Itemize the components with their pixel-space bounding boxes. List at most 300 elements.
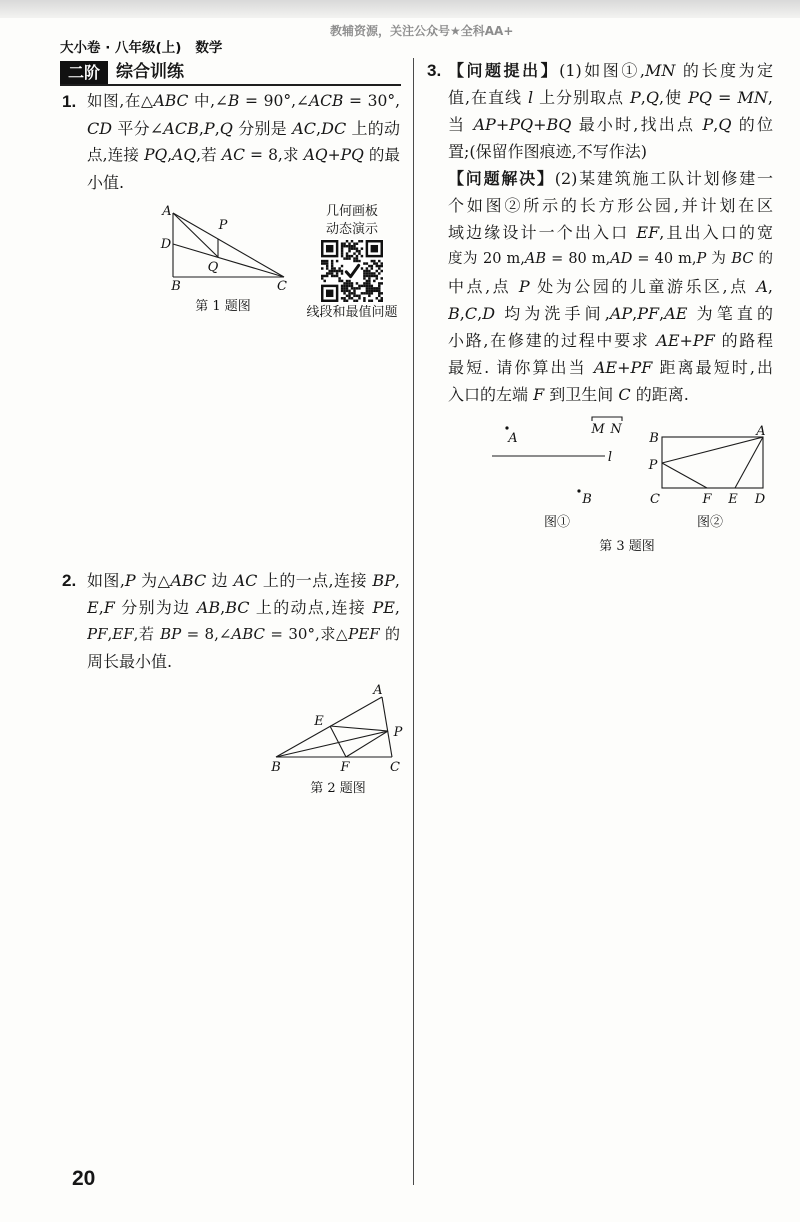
qr-module [358,295,360,297]
qr-module [321,262,323,264]
qr-module [341,252,343,254]
label-p: P [648,458,658,473]
problem-2-line: 周长最小值. [87,652,173,671]
qr-module [368,300,370,302]
qr-module [356,260,358,262]
qr-module [331,262,333,264]
problem-3-line [448,165,773,192]
section-heading [60,61,401,86]
qr-module [346,257,348,259]
qr-module [378,272,380,274]
qr-module [326,272,328,274]
page-number: 20 [72,1167,96,1190]
qr-module [346,285,348,287]
qr-module [361,267,363,269]
part-1-first-line: (1)如图①,MN 的长度为定 [559,61,773,80]
qr-module [368,290,370,292]
qr-module [343,282,345,284]
figure-3-1 [492,417,622,530]
problem-1-number: 1. [62,92,77,111]
qr-module [353,242,355,244]
problem-3-line [448,57,773,84]
figure-3-2 [648,424,766,530]
qr-module [351,287,353,289]
figure-1-caption: 第 1 题图 [195,299,251,314]
qr-module [323,280,325,282]
qr-module [348,245,350,247]
qr-module [378,290,380,292]
qr-module [358,252,360,254]
problem-1-line: 如图,在△ABC 中,∠B = 90°,∠ACB = 30°, [87,92,400,110]
book-title: 大小卷 · 八年级(上) [60,40,182,56]
qr-module [331,272,333,274]
qr-module [341,280,343,282]
problem-1-text [87,88,400,196]
qr-module [353,257,355,259]
segment-fp [346,731,388,757]
qr-module [368,287,370,289]
qr-module [326,265,328,267]
qr-module [376,270,378,272]
qr-module [368,282,370,284]
qr-module [348,285,350,287]
qr-module [371,290,373,292]
figure-1 [160,204,287,314]
qr-module [351,245,353,247]
qr-module [366,267,368,269]
qr-module [373,287,375,289]
qr-module [328,272,330,274]
label-p: P [218,218,228,233]
qr-module [353,287,355,289]
qr-module [333,267,335,269]
qr-module [321,285,338,302]
qr-module [371,260,373,262]
qr-module [348,295,350,297]
qr-module [368,275,370,277]
qr-module [353,245,355,247]
qr-module [348,290,350,292]
qr-module [331,260,333,262]
qr-module [348,257,350,259]
problem-3-line: 域边缘设计一个出入口 EF,且出入口的宽 [448,223,773,242]
qr-module [356,247,358,249]
qr-module [351,255,353,257]
qr-module [363,272,365,274]
qr-block [306,203,397,320]
qr-module [371,287,373,289]
qr-module [371,272,373,274]
qr-code [320,239,384,303]
qr-module [353,290,355,292]
label-b: B [649,431,659,446]
park-rectangle [662,437,763,488]
qr-module [333,270,335,272]
qr-module [343,292,345,294]
qr-module [343,262,360,279]
qr-module [333,275,335,277]
qr-module [353,300,355,302]
label-a: A [508,431,518,446]
label-b: B [171,279,181,294]
label-e: E [314,714,324,729]
qr-module [356,250,358,252]
qr-module [366,272,368,274]
qr-module [368,295,370,297]
qr-module [378,295,380,297]
qr-module [366,290,368,292]
qr-module [323,262,325,264]
qr-module [378,267,380,269]
problem-3-line: 度为 20 m,AB = 80 m,AD = 40 m,P 为 BC 的 [448,251,773,267]
qr-module [378,260,380,262]
qr-module [373,272,375,274]
qr-module [353,260,355,262]
scan-top-edge [0,0,800,18]
problem-2-text [87,567,400,675]
qr-module [343,285,345,287]
problem-2-number: 2. [62,571,77,590]
qr-module [373,262,375,264]
qr-module [381,265,383,267]
segment-dc [173,244,284,277]
qr-module [321,260,323,262]
label-q: Q [207,260,219,275]
qr-module [361,240,363,242]
qr-module [346,300,348,302]
qr-module [366,282,368,284]
label-e: E [728,492,738,507]
qr-module [381,282,383,284]
point-b [577,489,580,492]
qr-module [336,275,338,277]
qr-module [363,262,365,264]
problem-3-line: 置;(保留作图痕迹,不写作法) [448,142,647,161]
qr-module [326,245,333,252]
qr-module [341,242,343,244]
qr-module [323,260,325,262]
qr-module [320,239,384,303]
qr-module [351,240,353,242]
qr-module [371,300,373,302]
qr-module [358,285,360,287]
figure-3-caption: 第 3 题图 [599,539,655,554]
qr-module [366,275,368,277]
qr-module [331,265,333,267]
label-d: D [754,492,766,507]
qr-module [326,290,333,297]
label-c: C [277,279,287,294]
qr-module [378,285,380,287]
qr-module [326,267,328,269]
qr-module [371,275,373,277]
qr-module [358,250,360,252]
qr-module [363,277,365,279]
problem-2-line: E,F 分别为边 AB,BC 上的动点,连接 PE, [87,598,400,617]
qr-module [371,245,378,252]
qr-module [381,262,383,264]
qr-module [356,257,358,259]
label-d: D [160,237,172,252]
qr-module [331,275,333,277]
qr-module [376,265,378,267]
qr-module [343,297,345,299]
qr-module [351,247,353,249]
qr-module [331,270,333,272]
segment-ac [173,213,284,277]
qr-module [341,270,343,272]
qr-module [363,275,365,277]
qr-module [381,277,383,279]
column-divider [413,58,414,1185]
label-a: A [162,204,172,219]
qr-module [356,282,358,284]
section-title: 综合训练 [116,62,184,82]
qr-module [348,282,350,284]
qr-module [378,287,380,289]
label-n: N [610,422,622,437]
qr-module [338,267,340,269]
qr-module [346,290,348,292]
qr-module [321,267,323,269]
label-f: F [340,760,350,775]
qr-module [341,245,343,247]
qr-module [378,292,380,294]
qr-module [368,270,370,272]
label-m: M [591,422,605,437]
qr-module [366,292,368,294]
problem-3-line: 个如图②所示的长方形公园,并计划在区 [448,196,773,215]
qr-module [368,277,370,279]
problem-3-line: 最短. 请你算出当 AE+PF 距离最短时,出 [448,358,773,377]
qr-module [346,295,348,297]
qr-module [363,270,365,272]
problem-2-line: PF,EF,若 BP = 8,∠ABC = 30°,求△PEF 的 [87,625,400,643]
qr-module [381,297,383,299]
problem-3-line: 中点,点 P 处为公园的儿童游乐区,点 A, [448,277,773,296]
figure-3-1-caption: 图① [543,515,571,530]
qr-module [326,260,328,262]
qr-module [358,297,360,299]
path-ae [735,437,763,488]
label-p: P [393,725,403,740]
qr-module [338,270,340,272]
segment-ac [382,697,392,757]
qr-module [323,275,325,277]
figure-2 [270,683,402,796]
qr-module [368,280,370,282]
qr-module [363,300,365,302]
figure-2-caption: 第 2 题图 [310,781,366,796]
qr-module [368,292,370,294]
qr-module [353,252,355,254]
qr-module [376,277,378,279]
problem-3-line: 入口的左端 F 到卫生间 C 的距离. [448,385,689,404]
qr-module [358,287,360,289]
qr-module [346,240,348,242]
qr-module [358,240,360,242]
qr-module [336,260,338,262]
problem-1-line: 小值. [87,173,125,192]
segment-ef [330,726,346,757]
qr-module [356,295,358,297]
qr-title-line-1: 几何画板 [325,204,379,219]
qr-module [371,292,373,294]
qr-module [323,242,335,254]
qr-module [368,265,370,267]
qr-module [373,275,375,277]
label-b: B [271,760,281,775]
qr-module [351,282,353,284]
label-b: B [582,492,592,507]
qr-module [366,285,368,287]
qr-module [376,262,378,264]
qr-module [341,290,343,292]
qr-module [366,262,368,264]
qr-module [321,240,338,257]
watermark-text: 教辅资源，关注公众号★全科AA+ [330,24,514,38]
qr-module [341,265,343,267]
segment-ep [330,726,388,731]
qr-module [348,297,350,299]
qr-module [368,272,370,274]
segment-ba [276,697,382,757]
qr-module [366,287,368,289]
label-a: A [756,424,766,439]
qr-module [368,242,380,254]
qr-module [346,252,348,254]
qr-module [376,290,378,292]
qr-module [328,270,330,272]
part-2-tag: 【问题解决】 [448,169,555,188]
qr-module [336,270,338,272]
qr-module [326,275,328,277]
qr-module [363,297,365,299]
qr-module [353,292,355,294]
label-f: F [702,492,712,507]
qr-module [373,260,375,262]
qr-module [348,250,350,252]
qr-module [376,297,378,299]
qr-module [366,280,368,282]
qr-module [366,240,383,257]
qr-module [371,285,373,287]
qr-module [373,280,375,282]
qr-module [348,242,350,244]
qr-module [341,250,343,252]
qr-module [376,275,378,277]
problem-1-line: 点,连接 PQ,AQ,若 AC = 8,求 AQ+PQ 的最 [87,146,400,164]
qr-module [361,285,363,287]
label-l: l [607,450,613,465]
qr-module [321,277,323,279]
qr-module [323,287,335,299]
point-a [505,426,508,429]
qr-module [343,300,345,302]
qr-module [348,247,350,249]
check-icon [346,265,358,276]
qr-module [343,242,345,244]
qr-module [363,285,365,287]
qr-module [346,245,348,247]
label-c: C [390,760,400,775]
qr-module [373,290,375,292]
part-1-tag: 【问题提出】 [448,61,560,80]
qr-module [351,297,353,299]
label-c: C [650,492,660,507]
qr-module [356,287,358,289]
qr-module [351,292,353,294]
qr-module [371,265,373,267]
qr-module [353,247,355,249]
qr-module [363,292,365,294]
qr-module [371,267,373,269]
part-2-first-line: (2)某建筑施工队计划修建一 [554,169,773,188]
qr-module [341,255,343,257]
qr-module [343,257,345,259]
qr-module [356,255,358,257]
qr-caption: 线段和最值问题 [306,305,398,320]
segment-aq [173,213,218,257]
qr-module [378,282,380,284]
qr-module [341,287,343,289]
label-a: A [373,683,383,698]
qr-module [381,300,383,302]
qr-module [356,242,358,244]
problem-3-text [448,57,773,408]
qr-module [343,245,345,247]
qr-module [346,287,348,289]
problem-3-line: 小路,在修建的过程中要求 AE+PF 的路程 [448,331,773,350]
problem-3-number: 3. [427,61,442,80]
qr-module [353,295,355,297]
qr-module [338,277,340,279]
qr-module [341,272,343,274]
qr-module [378,265,380,267]
qr-module [361,292,363,294]
path-pf [662,463,707,488]
qr-module [343,287,345,289]
qr-module [358,260,360,262]
qr-module [351,285,353,287]
qr-module [376,287,378,289]
figure-3-2-caption: 图② [696,515,724,530]
problem-1-line: CD 平分∠ACB,P,Q 分别是 AC,DC 上的动 [87,119,400,138]
running-header [60,36,222,56]
qr-module [348,255,350,257]
problem-3-line: 当 AP+PQ+BQ 最小时,找出点 P,Q 的位 [448,115,773,134]
segment-bp [276,731,388,757]
qr-module [341,297,343,299]
qr-module [361,255,363,257]
qr-title-line-2: 动态演示 [325,222,379,237]
qr-module [346,282,348,284]
qr-module [331,267,333,269]
qr-module [361,247,363,249]
qr-module [346,255,348,257]
path-pa [662,437,763,463]
qr-module [338,280,340,282]
qr-module [346,280,348,282]
qr-module [321,275,323,277]
qr-module [381,292,383,294]
qr-module [326,262,328,264]
qr-module [368,285,370,287]
qr-module [366,270,368,272]
problem-2-line: 如图,P 为△ABC 边 AC 上的一点,连接 BP, [87,571,400,590]
qr-module [363,282,365,284]
qr-module [343,290,345,292]
